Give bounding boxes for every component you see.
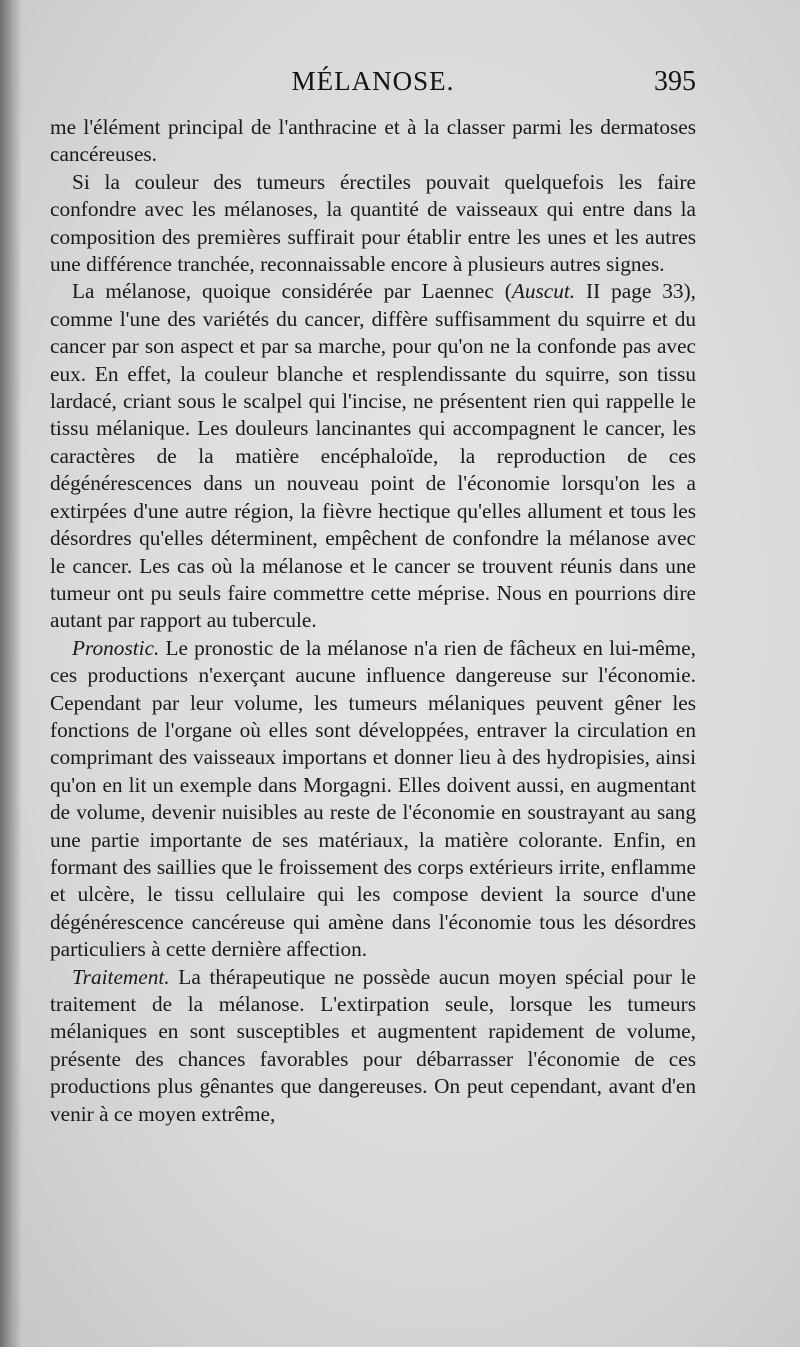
paragraph-text: La thérapeutique ne possède aucun moyen spécial pour le traitement de la mélanose. L'extirpation seule, lorsque les tumeurs mélaniques en sont susceptibles et augmentent rapidement de volume, présente des chances favorables pour débarrasser l'économie de ces productions plus gênantes que dangereuses. On peut cependant, avant d'en venir à ce moyen extrême, <box>50 964 696 1126</box>
running-title: MÉLANOSE. <box>291 66 455 96</box>
paragraph-pronostic <box>50 635 696 964</box>
paragraph-text: II page 33), comme l'une des variétés du cancer, diffère suffisamment du squirre et du cancer par son aspect et par sa marche, pour qu'on ne la confonde pas avec eux. En effet, la couleur blanche et resplendissante du squirre, son tissu lardacé, criant sous le scalpel qui l'incise, ne présentent rien qui rappelle le tissu mélanique. Les douleurs lancinantes qui accompagnent le cancer, les caractères de la matière encéphaloïde, la reproduction de ces dégénérescences dans un nouveau point de l'économie lorsqu'on les a extirpées d'une autre région, la fièvre hectique qu'elles allument et tous les désordres qu'elles déterminent, empêchent de confondre la mélanose avec le cancer. Les cas où la mélanose et le cancer se trouvent réunis dans une tumeur ont pu seuls faire commettre cette méprise. Nous en pourrions dire autant par rapport au tubercule. <box>50 279 696 633</box>
paragraph-text: me l'élément principal de l'anthracine et à la classer parmi les dermatoses cancéreuses. <box>50 115 696 167</box>
paragraph-text: Le pronostic de la mélanose n'a rien de fâcheux en lui-même, ces productions n'exerçant aucune influence dangereuse sur l'économie. Cependant par leur volume, les tumeurs mélaniques peuvent gêner les fonctions de l'organe où elles sont développées, entraver la circulation en comprimant des vaisseaux importans et donner lieu à des hydropisies, ainsi qu'on en lit un exemple dans Morgagni. Elles doivent aussi, en augmentant de volume, devenir nuisibles au reste de l'économie en soustrayant au sang une partie importante de ses matériaux, la matière colorante. Enfin, en formant des saillies que le froissement des corps extérieurs irrite, enflamme et ulcère, le tissu cellulaire qui les compose devient la source d'une dégénérescence cancéreuse qui amène dans l'économie tous les désordres particuliers à cette dernière affection. <box>50 635 696 962</box>
running-header <box>50 66 696 102</box>
paragraph-erectile-tumors <box>50 169 696 279</box>
paragraph-traitement <box>50 964 696 1128</box>
page-gutter-shadow <box>0 0 22 1347</box>
paragraph-laennec <box>50 278 696 634</box>
body-text <box>50 114 696 1128</box>
section-heading-traitement: Traitement. <box>72 964 170 989</box>
section-heading-pronostic: Pronostic. <box>72 635 160 660</box>
paragraph-text: Si la couleur des tumeurs érectiles pouvait quelquefois les faire confondre avec les mélanoses, la quantité de vaisseaux qui entre dans la composition des premières suffirait pour établir entre les unes et les autres une différence tranchée, reconnaissable encore à plusieurs autres signes. <box>50 169 696 277</box>
citation-auscut: Auscut. <box>511 279 576 304</box>
page-number: 395 <box>654 66 696 97</box>
paragraph-continuation <box>50 114 696 169</box>
paragraph-text: La mélanose, quoique considérée par Laennec ( <box>72 279 512 304</box>
